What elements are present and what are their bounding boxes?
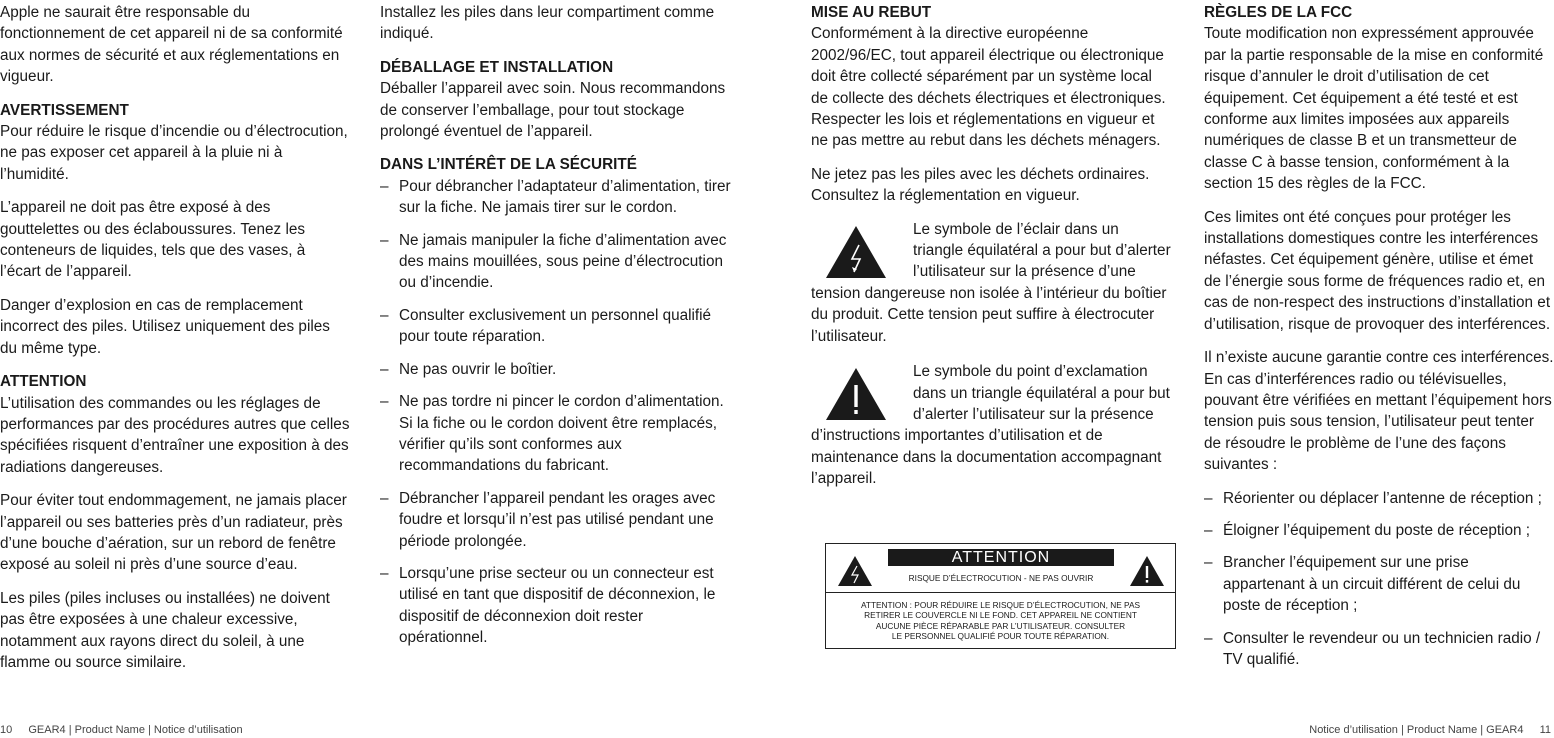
list-item: – Brancher l’équipement sur une prise appartenant à un circuit différent de celui du poste de réception ; [1204, 552, 1554, 616]
lightning-symbol-text: Le symbole de l’éclair dans un triangle équilatéral a pour but d’alerter l’utilisateur sur la présence d’une tension dangereuse non isolée à l’intérieur du boîtier du produit. Cette tension peut suffire à électrocuter l’utilisateur. [811, 220, 1171, 345]
disposal-paragraph-1: Conformément à la directive européenne 2002/96/EC, tout appareil électrique ou électronique doit être collecté séparément par un système local de collecte des déchets électriques et électroniques. Respecter les lois et réglementations en vigueur et ne pas mettre au rebut dans les déchets ménagers. [811, 25, 1166, 150]
attention-paragraph-1: L’utilisation des commandes ou les réglages de performances par des procédures autres que celles spécifiées risquent d’entraîner une exposition à des radiations dangereuses. [0, 394, 350, 476]
warning-heading: AVERTISSEMENT [0, 101, 129, 119]
warning-label-line: RETIRER LE COUVERCLE NI LE FOND. CET APPAREIL NE CONTIENT [864, 610, 1137, 621]
exclamation-symbol-paragraph [811, 361, 1171, 489]
fcc-list [1204, 488, 1554, 671]
list-item: – Ne pas ouvrir le boîtier. [380, 359, 735, 380]
left-footer-text: GEAR4 | Product Name | Notice d’utilisation [28, 724, 243, 736]
list-item: – Éloigner l’équipement du poste de réception ; [1204, 520, 1554, 541]
right-page-number: 11 [1539, 724, 1551, 736]
lightning-warning-icon [825, 225, 887, 279]
column-4 [1204, 2, 1554, 681]
left-footer [0, 724, 243, 736]
fcc-paragraph-1: Toute modification non expressément approuvée par la partie responsable de la mise en conformité risque d’annuler le droit d’utilisation de cet équipement. Cet équipement a été testé et est conforme aux limites imposées aux appareils numériques de classe B et un transmetteur de classe C à basse tension, conformément à la section 15 des règles de la FCC. [1204, 25, 1544, 193]
exclamation-warning-icon [825, 367, 887, 421]
list-item: – Ne pas tordre ni pincer le cordon d’alimentation. Si la fiche ou le cordon doivent être remplacés, vérifier qu’ils sont conformes aux recommandations du fabricant. [380, 391, 735, 477]
intro-paragraph: Apple ne saurait être responsable du fonctionnement de cet appareil ni de sa conformité aux normes de sécurité et aux réglementations en vigueur. [0, 4, 343, 86]
column-1 [0, 2, 350, 685]
exclamation-symbol-text: Le symbole du point d’exclamation dans un triangle équilatéral a pour but d’alerter l’utilisateur sur la présence d’instructions importantes d’utilisation et de maintenance dans la documentation accompagnant l’appareil. [811, 363, 1170, 488]
column-2 [380, 2, 735, 660]
fcc-heading: RÈGLES DE LA FCC [1204, 4, 1353, 21]
warning-paragraph-3: Danger d’explosion en cas de remplacement incorrect des piles. Utilisez uniquement des piles du même type. [0, 296, 330, 357]
lightning-warning-icon [837, 555, 873, 587]
safety-heading: DANS L’INTÉRÊT DE LA SÉCURITÉ [380, 156, 637, 174]
attention-paragraph-2: Pour éviter tout endommagement, ne jamais placer l’appareil ou ses batteries près d’un radiateur, près d’une bouche d’aération, sur un rebord de fenêtre exposé au soleil ni près d’une source d’eau. [0, 492, 347, 574]
disposal-heading: MISE AU REBUT [811, 4, 932, 21]
safety-list [380, 176, 735, 649]
list-item: – Lorsqu’une prise secteur ou un connecteur est utilisé en tant que dispositif de déconnexion, le dispositif de déconnexion doit rester opérationnel. [380, 563, 735, 649]
left-page-number: 10 [0, 724, 13, 736]
warning-label-title: ATTENTION [888, 549, 1114, 566]
right-footer [1309, 724, 1551, 736]
fcc-paragraph-3: Il n’existe aucune garantie contre ces interférences. En cas d’interférences radio ou télévisuelles, pouvant être vérifiées en mettant l’équipement hors tension puis sous tension, l’utilisateur peut tenter de résoudre le problème de l’une des façons suivantes : [1204, 349, 1554, 474]
exclamation-warning-icon [1129, 555, 1165, 587]
right-footer-text: Notice d’utilisation | Product Name | GEAR4 [1309, 724, 1524, 736]
warning-label [825, 543, 1176, 649]
warning-label-risk: RISQUE D’ÉLECTROCUTION - NE PAS OUVRIR [908, 573, 1094, 583]
list-item: – Ne jamais manipuler la fiche d’alimentation avec des mains mouillées, sous peine d’électrocution ou d’incendie. [380, 230, 735, 294]
warning-paragraph-1: Pour réduire le risque d’incendie ou d’électrocution, ne pas exposer cet appareil à la pluie ni à l’humidité. [0, 123, 348, 183]
unpack-paragraph: Déballer l’appareil avec soin. Nous recommandons de conserver l’emballage, pour tout stockage prolongé éventuel de l’appareil. [380, 80, 726, 141]
attention-heading: ATTENTION [0, 373, 87, 391]
list-item: – Consulter exclusivement un personnel qualifié pour toute réparation. [380, 305, 735, 348]
list-item: – Consulter le revendeur ou un technicien radio / TV qualifié. [1204, 628, 1554, 671]
fcc-paragraph-2: Ces limites ont été conçues pour protéger les installations domestiques contre les interférences néfastes. Cet équipement génère, utilise et émet de l’énergie sous forme de fréquences radio et, en cas de non-respect des instructions d’installation et d’utilisation, risque de provoquer des interférences. [1204, 208, 1551, 333]
warning-label-line: LE PERSONNEL QUALIFIÉ POUR TOUTE RÉPARATION. [891, 630, 1110, 641]
list-item: – Réorienter ou déplacer l’antenne de réception ; [1204, 488, 1554, 509]
list-item: – Pour débrancher l’adaptateur d’alimentation, tirer sur la fiche. Ne jamais tirer sur le cordon. [380, 176, 735, 219]
column-3 [811, 2, 1171, 502]
batteries-paragraph: Installez les piles dans leur compartiment comme indiqué. [380, 4, 715, 43]
attention-paragraph-3: Les piles (piles incluses ou installées) ne doivent pas être exposées à une chaleur excessive, notamment aux rayons direct du soleil, à une flamme ou source similaire. [0, 589, 330, 671]
warning-label-body [826, 593, 1175, 641]
warning-paragraph-2: L’appareil ne doit pas être exposé à des gouttelettes ou des éclaboussures. Tenez les conteneurs de liquides, tels que des vases, à l’écart de l’appareil. [0, 199, 306, 281]
warning-label-line: ATTENTION : POUR RÉDUIRE LE RISQUE D’ÉLECTROCUTION, NE PAS [860, 600, 1141, 610]
lightning-symbol-paragraph [811, 219, 1171, 347]
disposal-paragraph-2: Ne jetez pas les piles avec les déchets ordinaires. Consultez la réglementation en vigueur. [811, 165, 1150, 205]
unpack-heading: DÉBALLAGE ET INSTALLATION [380, 58, 614, 76]
list-item: – Débrancher l’appareil pendant les orages avec foudre et lorsqu’il n’est pas utilisé pendant une période prolongée. [380, 488, 735, 552]
warning-label-line: AUCUNE PIÈCE RÉPARABLE PAR L’UTILISATEUR. CONSULTER [875, 620, 1126, 631]
